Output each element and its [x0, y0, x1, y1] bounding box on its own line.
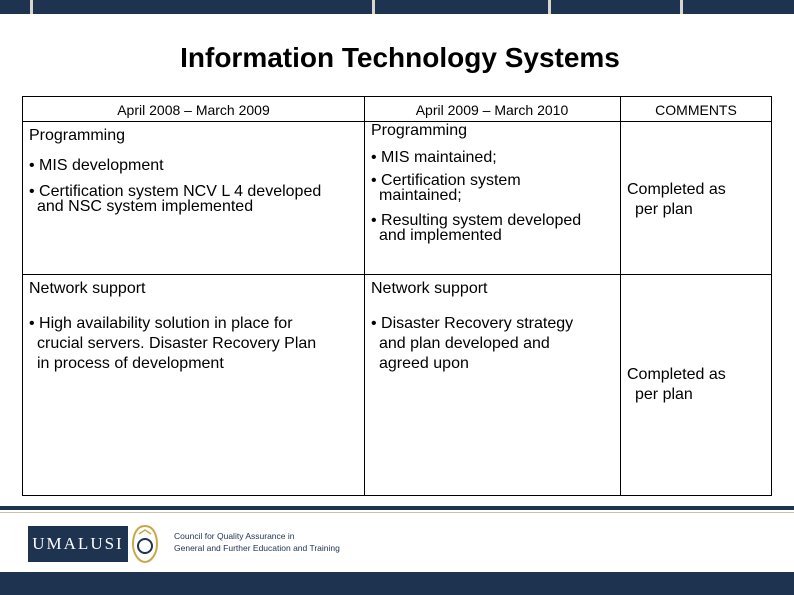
row2-col2-bullet: • Disaster Recovery strategy — [371, 315, 574, 332]
column-divider — [620, 97, 621, 495]
footer-rule-accent — [0, 512, 794, 513]
row1-comment — [627, 180, 772, 220]
footer-tagline — [174, 530, 340, 554]
row1-col1-bullet: • Certification system NCV L 4 developed — [29, 183, 322, 200]
row1-col2-bullet: • Resulting system developed — [371, 212, 582, 229]
row1-col2-bullet-cont: maintained; — [379, 187, 462, 204]
top-banner — [0, 0, 794, 14]
row2-col1-bullet-cont: in process of development — [37, 355, 224, 372]
umalusi-emblem-icon — [130, 522, 160, 566]
banner-divider — [30, 0, 33, 14]
row2-col1-bullet-cont: crucial servers. Disaster Recovery Plan — [37, 335, 317, 352]
row1-col1-cell — [29, 126, 363, 214]
bottom-banner — [0, 572, 794, 595]
header-2009-2010: April 2009 – March 2010 — [415, 102, 569, 118]
comment-line: Completed as — [627, 366, 726, 383]
row2-col2-cell — [371, 279, 619, 374]
row1-col1-bullet: • MIS development — [29, 157, 164, 174]
banner-divider — [680, 0, 683, 14]
tagline-line: General and Further Education and Training — [174, 543, 340, 553]
comment-line: Completed as — [627, 181, 726, 198]
it-systems-table — [22, 96, 772, 496]
banner-divider — [372, 0, 375, 14]
row1-col2-bullet-cont: and implemented — [379, 227, 502, 244]
row-divider — [23, 274, 772, 275]
row1-col2-cell — [371, 121, 619, 243]
row2-col2-heading: Network support — [371, 280, 488, 297]
row2-col1-heading: Network support — [29, 280, 146, 297]
comment-line: per plan — [635, 201, 693, 218]
umalusi-logo: UMALUSI — [28, 526, 128, 562]
footer-rule — [0, 506, 794, 510]
row1-col2-heading: Programming — [371, 122, 468, 139]
row2-col1-cell — [29, 279, 363, 374]
row1-col1-bullet-cont: and NSC system implemented — [37, 198, 254, 215]
comment-line: per plan — [635, 386, 693, 403]
row2-col2-bullet-cont: and plan developed and — [379, 335, 550, 352]
row2-col2-bullet-cont: agreed upon — [379, 355, 469, 372]
header-comments: COMMENTS — [655, 102, 737, 118]
row1-col1-heading: Programming — [29, 127, 126, 144]
banner-divider — [548, 0, 551, 14]
header-2008-2009: April 2008 – March 2009 — [117, 102, 270, 118]
row2-col1-bullet: • High availability solution in place for — [29, 315, 293, 332]
row2-comment — [627, 365, 772, 405]
row1-col2-bullet: • MIS maintained; — [371, 149, 497, 166]
row1-col2-bullet: • Certification system — [371, 172, 521, 189]
tagline-line: Council for Quality Assurance in — [174, 531, 295, 541]
slide-title: Information Technology Systems — [180, 42, 620, 73]
column-divider — [364, 97, 365, 495]
